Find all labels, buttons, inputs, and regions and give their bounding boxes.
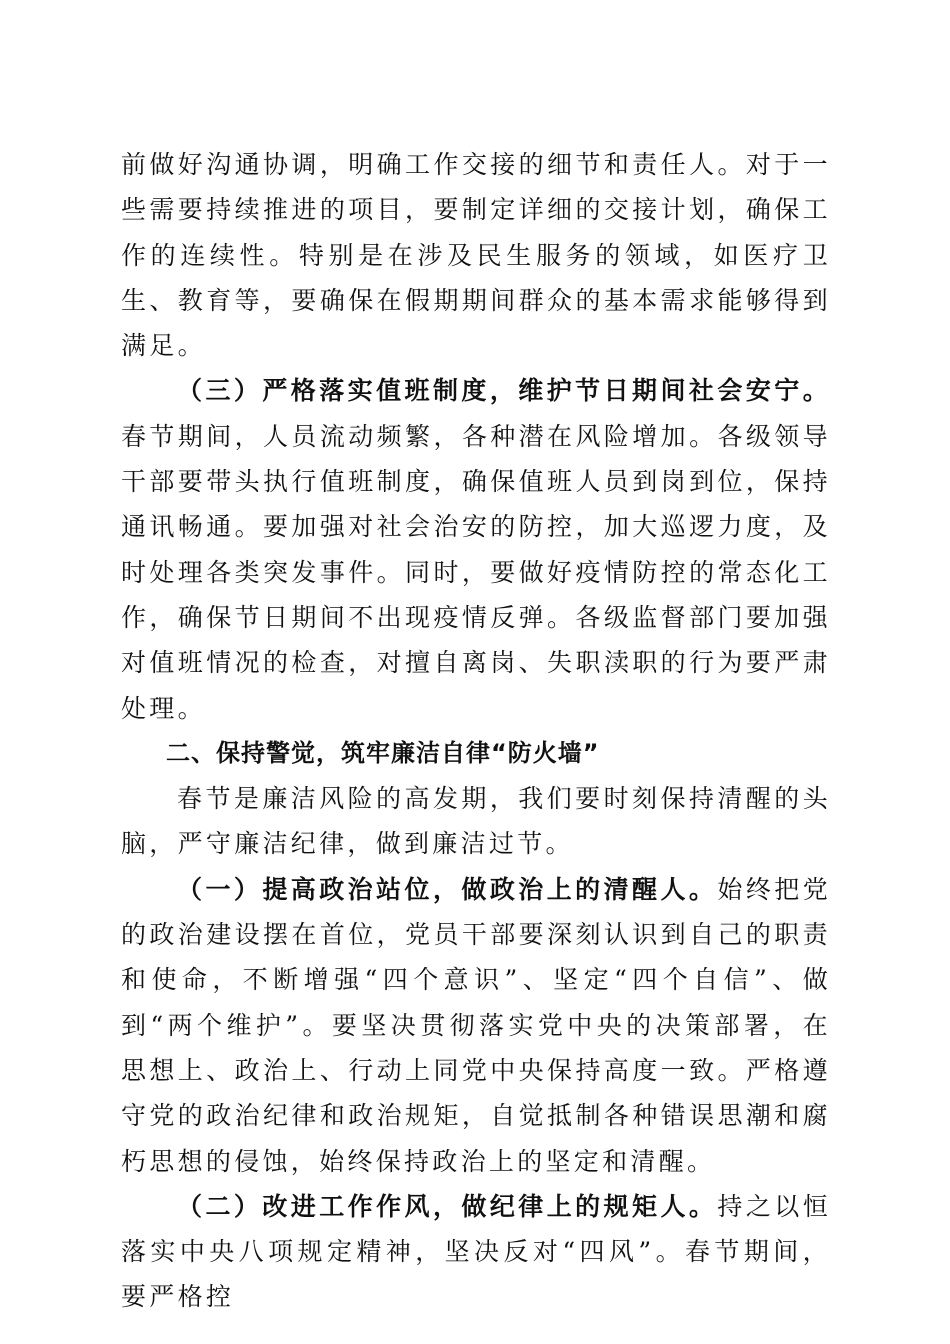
paragraph-text: 春节期间，人员流动频繁，各种潜在风险增加。各级领导干部要带头执行值班制度，确保值班人员到岗到位，保持通讯畅通。要加强对社会治安的防控，加大巡逻力度，及时处理各类突发事件。同时，要做好疫情防控的常态化工作，确保节日期间不出现疫情反弹。各级监督部门要加强对值班情况的检查，对擅自离岗、失职渎职的行为要严肃处理。 xyxy=(121,421,831,723)
paragraph-integrity-intro xyxy=(121,776,831,867)
paragraph-text: 持之以恒落实中央八项规定精神，坚决反对“四风”。春节期间，要严格控 xyxy=(121,1191,831,1312)
paragraph-text: 前做好沟通协调，明确工作交接的细节和责任人。对于一些需要持续推进的项目，要制定详细的交接计划，确保工作的连续性。特别是在涉及民生服务的领域，如医疗卫生、教育等，要确保在假期期间群众的基本需求能够得到满足。 xyxy=(121,150,831,361)
subsection-heading: （三）严格落实值班制度，维护节日期间社会安宁。 xyxy=(177,376,831,406)
section-heading: 二、保持警觉，筑牢廉洁自律“防火墙” xyxy=(166,738,600,767)
paragraph-duty-system xyxy=(121,368,831,730)
document-body xyxy=(121,142,831,1320)
paragraph-text: 始终把党的政治建设摆在首位，党员干部要深刻认识到自己的职责和使命，不断增强“四个意识”、坚定“四个自信”、做到“两个维护”。要坚决贯彻落实党中央的决策部署，在思想上、政治上、行动上同党中央保持高度一致。严格遵守党的政治纪律和政治规矩，自觉抵制各种错误思潮和腐朽思想的侵蚀，始终保持政治上的坚定和清醒。 xyxy=(121,874,831,1176)
paragraph-political-stance xyxy=(121,867,831,1184)
subsection-heading: （二）改进工作作风，做纪律上的规矩人。 xyxy=(177,1191,718,1221)
paragraph-continuation xyxy=(121,142,831,368)
paragraph-text: 春节是廉洁风险的高发期，我们要时刻保持清醒的头脑，严守廉洁纪律，做到廉洁过节。 xyxy=(121,784,831,859)
subsection-heading: （一）提高政治站位，做政治上的清醒人。 xyxy=(177,874,718,904)
paragraph-work-style xyxy=(121,1184,831,1320)
